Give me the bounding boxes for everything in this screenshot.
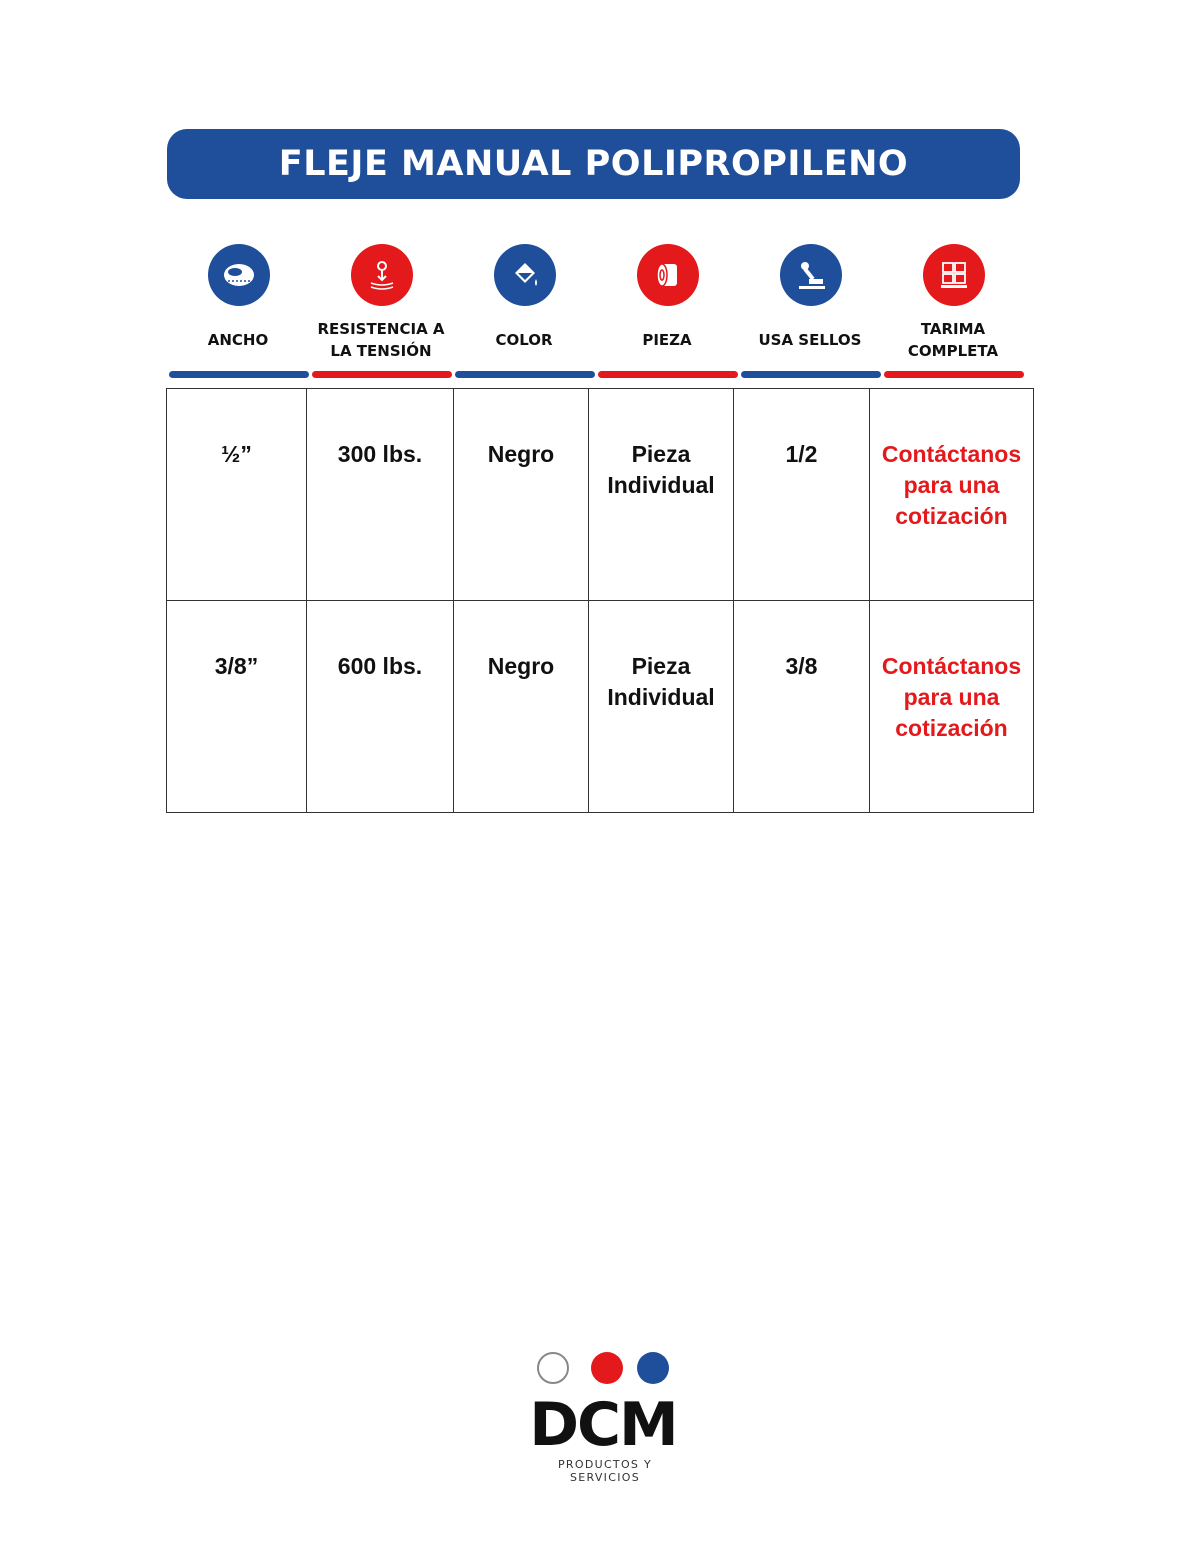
company-logo: [525, 1352, 685, 1484]
column-underline: [884, 371, 1024, 378]
measuring-tape-icon: [208, 244, 270, 306]
logo-tagline: PRODUCTOS Y SERVICIOS: [557, 1458, 652, 1484]
column-underline: [598, 371, 738, 378]
cell-ancho: ½”: [167, 389, 307, 601]
column-label-resistencia: RESISTENCIA A LA TENSIÓN: [317, 320, 445, 360]
cell-sellos: 3/8: [734, 601, 870, 813]
column-label-color: COLOR: [495, 331, 553, 349]
column-underline: [455, 371, 595, 378]
cell-pieza: Pieza Individual: [589, 389, 734, 601]
column-underline: [312, 371, 452, 378]
title-banner: [167, 129, 1020, 199]
column-label-sellos: USA SELLOS: [758, 331, 862, 349]
tape-roll-icon: [637, 244, 699, 306]
column-header-tarima: [882, 240, 1024, 380]
column-header-pieza: [596, 240, 738, 380]
seal-stamp-icon: [780, 244, 842, 306]
column-header-ancho: [167, 240, 309, 380]
cell-ancho: 3/8”: [167, 601, 307, 813]
table-row: [167, 601, 1034, 813]
column-underline: [169, 371, 309, 378]
cell-resistencia: 300 lbs.: [307, 389, 454, 601]
cell-color: Negro: [454, 389, 589, 601]
logo-dot-red: [591, 1352, 623, 1384]
column-label-pieza: PIEZA: [642, 331, 692, 349]
table-row: [167, 389, 1034, 601]
cell-pieza: Pieza Individual: [589, 601, 734, 813]
column-header-sellos: [739, 240, 881, 380]
cell-sellos: 1/2: [734, 389, 870, 601]
cell-color: Negro: [454, 601, 589, 813]
cell-resistencia: 600 lbs.: [307, 601, 454, 813]
column-underline: [741, 371, 881, 378]
cell-tarima-quote: Contáctanos para una cotización: [870, 389, 1034, 601]
column-label-tarima: TARIMA COMPLETA: [907, 320, 999, 360]
logo-dot-blue: [637, 1352, 669, 1384]
cell-tarima-quote: Contáctanos para una cotización: [870, 601, 1034, 813]
column-header-row: [167, 240, 1024, 380]
page-title: FLEJE MANUAL POLIPROPILENO: [278, 144, 909, 184]
paint-bucket-icon: [494, 244, 556, 306]
column-header-color: [453, 240, 595, 380]
tension-weight-icon: [351, 244, 413, 306]
logo-dot-outline: [537, 1352, 569, 1384]
pallet-boxes-icon: [923, 244, 985, 306]
column-label-ancho: ANCHO: [207, 331, 269, 349]
spec-table: [166, 388, 1034, 813]
logo-wordmark: DCM: [529, 1390, 677, 1460]
column-header-resistencia: [310, 240, 452, 380]
